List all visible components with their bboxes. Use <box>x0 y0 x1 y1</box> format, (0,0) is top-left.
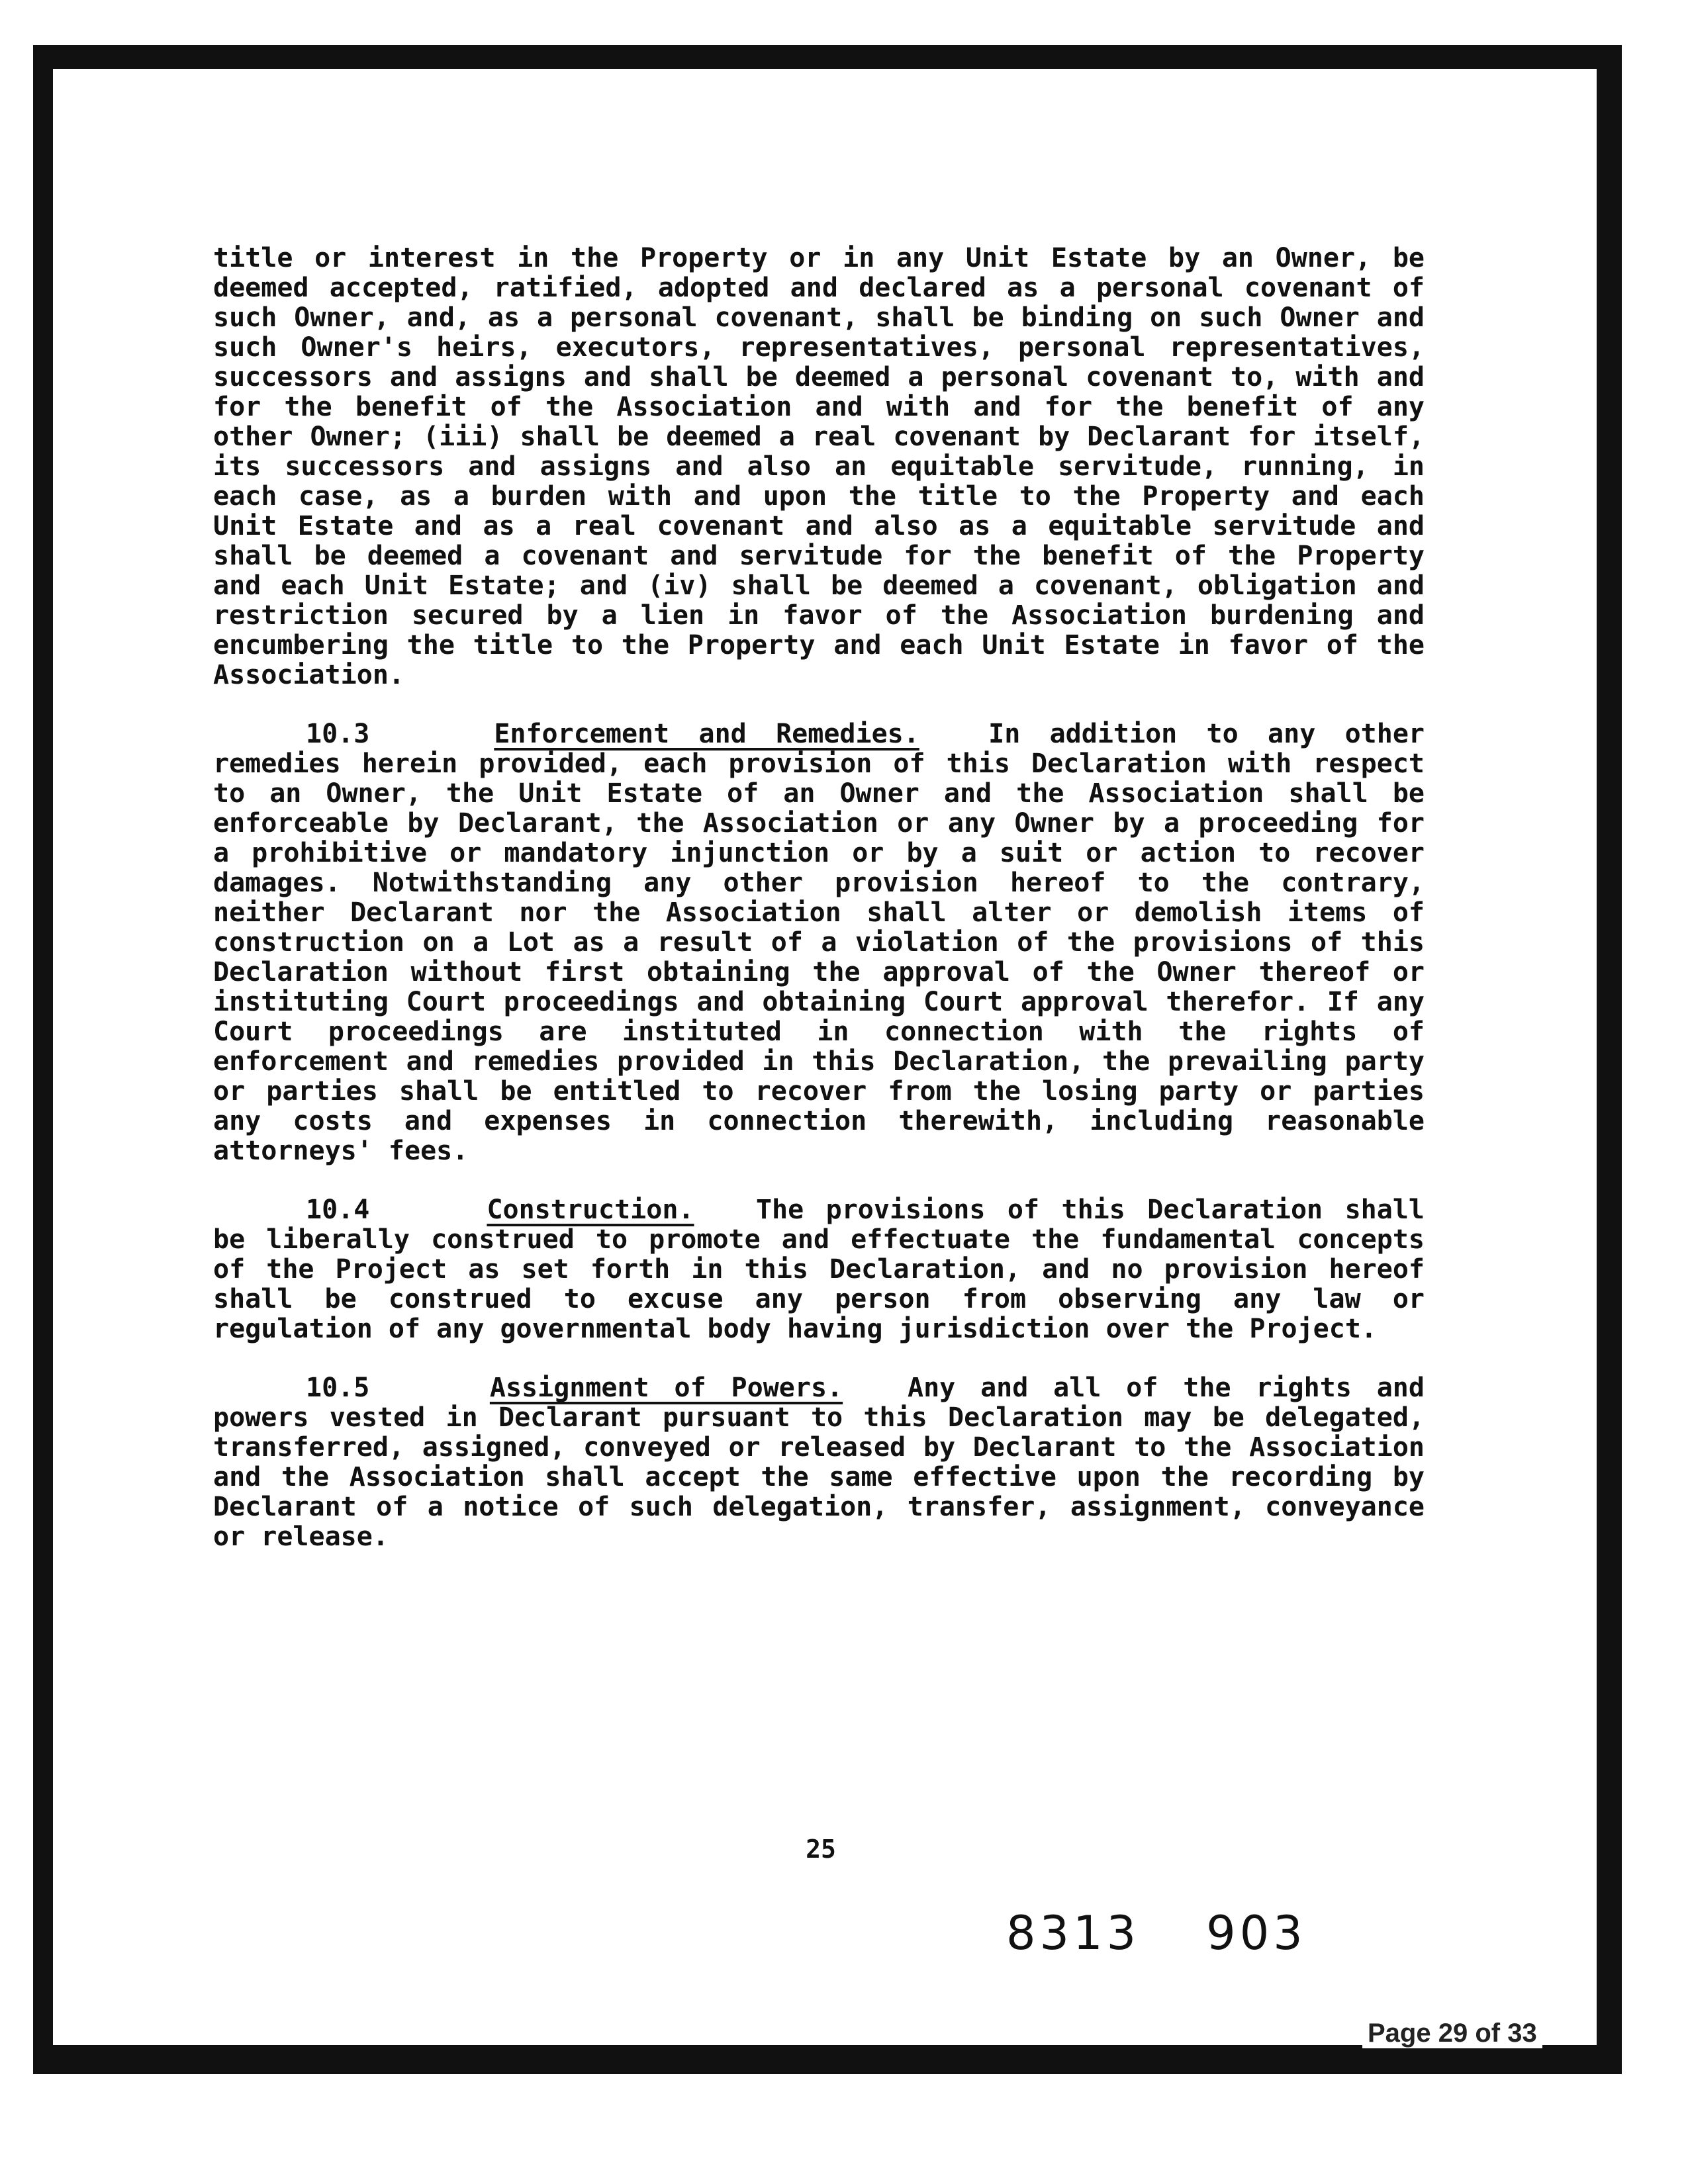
section-body: The provisions of this Declaration shall be liberally construed to promote and effectuate the fundamental concepts of the Project as set forth in this Declaration, and no provision hereof shall be construed to excuse any person from observing any law or regulation of any governmental body having jurisdiction over the Project. <box>213 1195 1425 1344</box>
section-title: Assignment of Powers. <box>489 1373 843 1403</box>
scan-border-left <box>33 45 53 2070</box>
intro-paragraph: title or interest in the Property or in any Unit Estate by an Owner, be deemed accepted, ratified, adopted and declared as a personal covenant of such Owner, and, as a personal covenant, shall be binding on such Owner and such Owner's heirs, executors, representatives, personal representatives, successors and assigns and shall be deemed a personal covenant to, with and for the benefit of the Association and with and for the benefit of any other Owner; (iii) shall be deemed a real covenant by Declarant for itself, its successors and assigns and also an equitable servitude, running, in each case, as a burden with and upon the title to the Property and each Unit Estate and as a real covenant and also as a equitable servitude and shall be deemed a covenant and servitude for the benefit of the Property and each Unit Estate; and (iv) shall be deemed a covenant, obligation and restriction secured by a lien in favor of the Association burdening and encumbering the title to the Property and each Unit Estate in favor of the Association. <box>213 243 1425 690</box>
page-number: 25 <box>806 1835 836 1864</box>
section-number: 10.3 <box>306 719 370 749</box>
section-number: 10.5 <box>306 1373 370 1403</box>
recording-page: 903 <box>1206 1906 1307 1960</box>
scan-border-right <box>1597 45 1622 2070</box>
recording-book: 8313 <box>1006 1906 1141 1960</box>
section-title: Enforcement and Remedies. <box>494 719 919 749</box>
section-10-5 <box>213 1373 1425 1552</box>
section-title: Construction. <box>487 1195 694 1225</box>
section-body: Any and all of the rights and powers vested in Declarant pursuant to this Declaration may be delegated, transferred, assigned, conveyed or released by Declarant to the Association and the Association shall accept the same effective upon the recording by Declarant of a notice of such delegation, transfer, assignment, conveyance or release. <box>213 1373 1425 1552</box>
document-body <box>213 244 1425 1581</box>
section-10-3 <box>213 719 1425 1166</box>
footer-page-label: Page 29 of 33 <box>1362 2019 1542 2048</box>
section-body: In addition to any other remedies herein provided, each provision of this Declaration with respect to an Owner, the Unit Estate of an Owner and the Association shall be enforceable by Declarant, the Association or any Owner by a proceeding for a prohibitive or mandatory injunction or by a suit or action to recover damages. Notwithstanding any other provision hereof to the contrary, neither Declarant nor the Association shall alter or demolish items of construction on a Lot as a result of a violation of the provisions of this Declaration without first obtaining the approval of the Owner thereof or instituting Court proceedings and obtaining Court approval therefor. If any Court proceedings are instituted in connection with the rights of enforcement and remedies provided in this Declaration, the prevailing party or parties shall be entitled to recover from the losing party or parties any costs and expenses in connection therewith, including reasonable attorneys' fees. <box>213 719 1425 1166</box>
scan-border-top <box>33 45 1618 69</box>
section-10-4 <box>213 1195 1425 1344</box>
recording-stamp <box>1006 1906 1307 1960</box>
scan-border-bottom <box>33 2045 1622 2074</box>
section-number: 10.4 <box>306 1195 370 1225</box>
